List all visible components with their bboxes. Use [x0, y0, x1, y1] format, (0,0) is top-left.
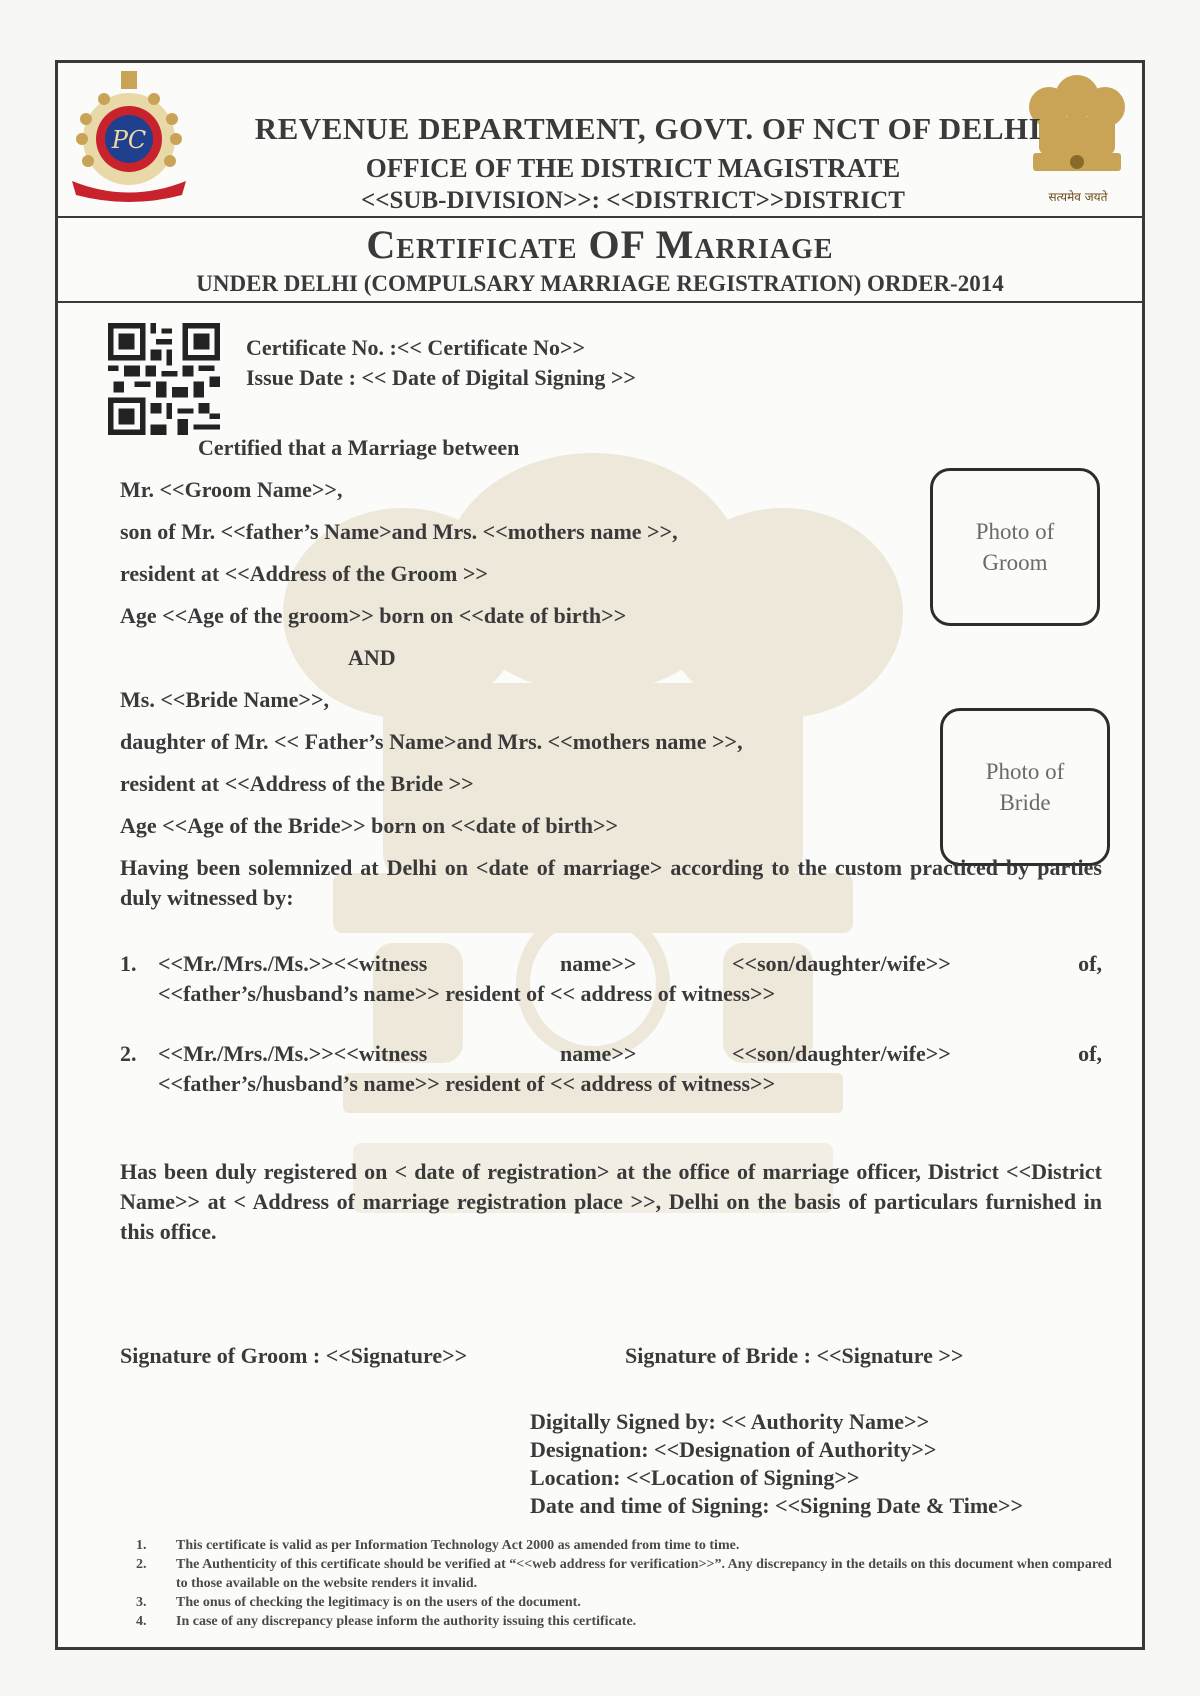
notes-list: [136, 1536, 1116, 1631]
witness-entry-2: [120, 1041, 1102, 1103]
witness-title-name: <<Mr./Mrs./Ms.>><<witness: [158, 951, 428, 976]
location: Location: <<Location of Signing>>: [530, 1465, 860, 1490]
registration-paragraph: Has been duly registered on < date of registration> at the office of marriage officer, District <<District Name>> at < Address of marriage registration place >>, Delhi on the basis of particulars furnished in this office.: [120, 1159, 1102, 1244]
signed-by: Digitally Signed by: << Authority Name>>: [530, 1409, 930, 1434]
groom-age: Age <<Age of the groom>> born on <<date of birth>>: [120, 603, 627, 628]
groom-address: resident at <<Address of the Groom >>: [120, 561, 488, 586]
witness-name-end: name>>: [560, 951, 637, 976]
bride-parents: daughter of Mr. << Father’s Name>and Mrs. <<mothers name >>,: [120, 729, 743, 754]
delhi-police-logo: [64, 69, 194, 204]
witness-relation: <<son/daughter/wife>>: [732, 1041, 951, 1066]
witness-number: 2.: [120, 1041, 137, 1066]
issue-date: Issue Date : << Date of Digital Signing >>: [246, 365, 636, 390]
emblem-caption: सत्यमेव जयते: [1048, 190, 1108, 204]
certificate-subtitle: UNDER DELHI (COMPULSARY MARRIAGE REGISTRATION) ORDER-2014: [196, 271, 1004, 296]
office-heading: OFFICE OF THE DISTRICT MAGISTRATE: [365, 153, 901, 183]
bride-photo-box: Photo of Bride: [940, 708, 1110, 866]
groom-photo-box: Photo of Groom: [930, 468, 1100, 626]
note-item: 1. This certificate is valid as per Information Technology Act 2000 as amended from time to time.: [136, 1538, 740, 1553]
note-item: 2. The Authenticity of this certificate should be verified at “<<web address for verification>>”. Any discrepancy in the details on this document when compared to those available on the website renders it invalid.: [136, 1557, 1112, 1591]
signing-datetime: Date and time of Signing: <<Signing Date & Time>>: [530, 1493, 1024, 1518]
police-logo-letters: PC: [111, 126, 147, 154]
witness-of: of,: [1078, 951, 1102, 976]
intro-line: Certified that a Marriage between: [198, 435, 520, 460]
bride-age: Age <<Age of the Bride>> born on <<date of birth>>: [120, 813, 619, 838]
note-item: 3. The onus of checking the legitimacy is on the users of the document.: [136, 1595, 581, 1610]
certificate-frame: [55, 60, 1145, 1650]
header-divider: [58, 216, 1142, 218]
title-divider: [58, 301, 1142, 303]
department-heading: REVENUE DEPARTMENT, GOVT. OF NCT OF DELHI: [254, 111, 1042, 146]
groom-name: Mr. <<Groom Name>>,: [120, 477, 343, 502]
witness-relation: <<son/daughter/wife>>: [732, 951, 951, 976]
witness-entry-1: [120, 951, 1102, 1013]
certificate-title: Certificate OF Marriage: [366, 222, 834, 267]
designation: Designation: <<Designation of Authority>>: [530, 1437, 937, 1462]
and-line: AND: [348, 645, 396, 670]
witness-details: <<father’s/husband’s name>> resident of << address of witness>>: [158, 981, 776, 1006]
groom-signature: Signature of Groom : <<Signature>>: [120, 1343, 468, 1368]
witness-title-name: <<Mr./Mrs./Ms.>><<witness: [158, 1041, 428, 1066]
bride-address: resident at <<Address of the Bride >>: [120, 771, 474, 796]
note-item: 4. In case of any discrepancy please inform the authority issuing this certificate.: [136, 1614, 637, 1629]
groom-parents: son of Mr. <<father’s Name>and Mrs. <<mothers name >>,: [120, 519, 678, 544]
bride-signature: Signature of Bride : <<Signature >>: [625, 1343, 964, 1368]
bride-name: Ms. <<Bride Name>>,: [120, 687, 329, 712]
certificate-number: Certificate No. :<< Certificate No>>: [246, 335, 586, 360]
solemnized-paragraph: Having been solemnized at Delhi on <date of marriage> according to the custom practiced by parties duly witnessed by:: [120, 855, 1102, 910]
witness-of: of,: [1078, 1041, 1102, 1066]
witness-name-end: name>>: [560, 1041, 637, 1066]
witness-details: <<father’s/husband’s name>> resident of << address of witness>>: [158, 1071, 776, 1096]
qr-code: [108, 323, 220, 435]
subdivision-heading: <<SUB-DIVISION>>: <<DISTRICT>>DISTRICT: [361, 187, 905, 214]
witness-number: 1.: [120, 951, 137, 976]
